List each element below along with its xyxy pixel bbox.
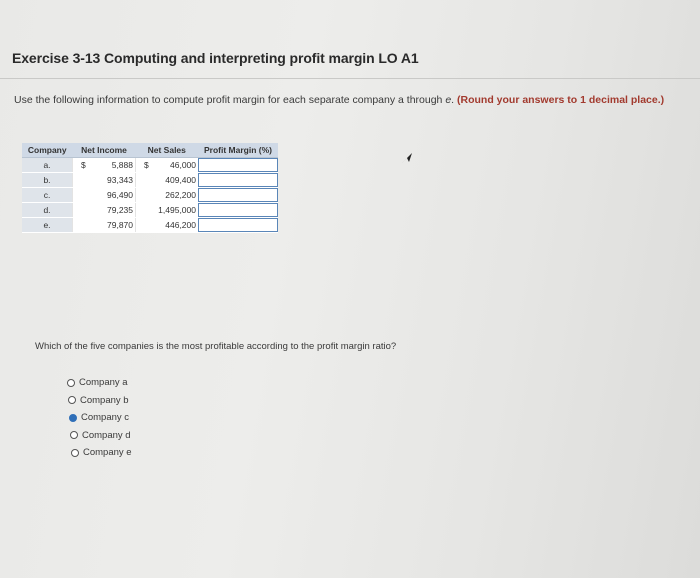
net-sales-cell (136, 218, 199, 233)
net-income-value: 79,870 (107, 220, 133, 230)
radio-icon[interactable] (70, 431, 78, 439)
company-cell: c. (22, 188, 73, 203)
table-row (22, 188, 278, 203)
profit-margin-input-d[interactable] (198, 203, 278, 217)
company-cell: d. (22, 203, 73, 218)
answer-options (64, 374, 132, 462)
net-sales-cell (136, 188, 199, 203)
header-company: Company (22, 143, 73, 158)
net-income-value: 93,343 (107, 175, 133, 185)
option-label: Company d (82, 429, 131, 441)
table-row (22, 158, 278, 173)
table-row (22, 203, 278, 218)
profit-margin-input-b[interactable] (198, 173, 278, 187)
instructions-main: Use the following information to compute profit margin for each separate company a through (14, 94, 446, 106)
instructions-after: . (451, 94, 458, 106)
net-income-cell (73, 218, 136, 233)
net-income-value: 5,888 (111, 160, 133, 170)
mouse-pointer-icon (400, 151, 414, 165)
currency-symbol: $ (144, 160, 149, 170)
profit-margin-input-c[interactable] (198, 188, 278, 202)
table-row (22, 218, 278, 233)
exercise-title: Exercise 3-13 Computing and interpreting profit margin LO A1 (12, 50, 419, 66)
profit-margin-cell (198, 158, 278, 173)
net-sales-cell (136, 173, 199, 188)
table-row (22, 173, 278, 188)
net-income-cell (73, 158, 136, 173)
profit-margin-cell (198, 218, 278, 233)
radio-icon[interactable] (71, 449, 79, 457)
profit-margin-input-a[interactable] (198, 158, 278, 172)
profit-margin-cell (198, 203, 278, 218)
option-label: Company a (79, 377, 128, 389)
title-divider (0, 78, 700, 79)
profit-margin-table (22, 143, 278, 233)
header-profit-margin: Profit Margin (%) (198, 143, 278, 158)
net-income-cell (73, 203, 136, 218)
option-company-b[interactable] (68, 392, 132, 410)
option-company-a[interactable] (67, 374, 132, 392)
radio-selected-icon[interactable] (69, 414, 77, 422)
instructions-italic: e (445, 94, 452, 106)
net-sales-cell (136, 203, 199, 218)
radio-icon[interactable] (67, 379, 75, 387)
option-company-d[interactable] (70, 427, 132, 445)
instructions-text (14, 94, 694, 107)
net-sales-value: 46,000 (170, 160, 196, 170)
net-sales-value: 262,200 (165, 190, 196, 200)
profit-margin-input-e[interactable] (198, 218, 278, 232)
option-label: Company c (81, 412, 130, 424)
net-sales-cell (136, 158, 199, 173)
option-company-c[interactable] (69, 409, 132, 427)
profit-margin-cell (198, 173, 278, 188)
net-income-cell (73, 173, 136, 188)
option-label: Company e (83, 447, 132, 459)
net-sales-value: 1,495,000 (158, 205, 196, 215)
option-company-e[interactable] (71, 444, 132, 462)
header-net-income: Net Income (73, 143, 136, 158)
option-label: Company b (80, 394, 129, 406)
header-net-sales: Net Sales (136, 143, 199, 158)
rounding-note: (Round your answers to 1 decimal place.) (457, 94, 665, 106)
question-text: Which of the five companies is the most profitable according to the profit margin ratio? (35, 341, 397, 352)
company-cell: e. (22, 218, 73, 233)
currency-symbol: $ (81, 160, 86, 170)
net-income-cell (73, 188, 136, 203)
table-header-row (22, 143, 278, 158)
company-cell: b. (22, 173, 73, 188)
net-sales-value: 409,400 (165, 175, 196, 185)
profit-margin-cell (198, 188, 278, 203)
net-income-value: 79,235 (107, 205, 133, 215)
net-sales-value: 446,200 (165, 220, 196, 230)
company-cell: a. (22, 158, 73, 173)
net-income-value: 96,490 (107, 190, 133, 200)
radio-icon[interactable] (68, 396, 76, 404)
